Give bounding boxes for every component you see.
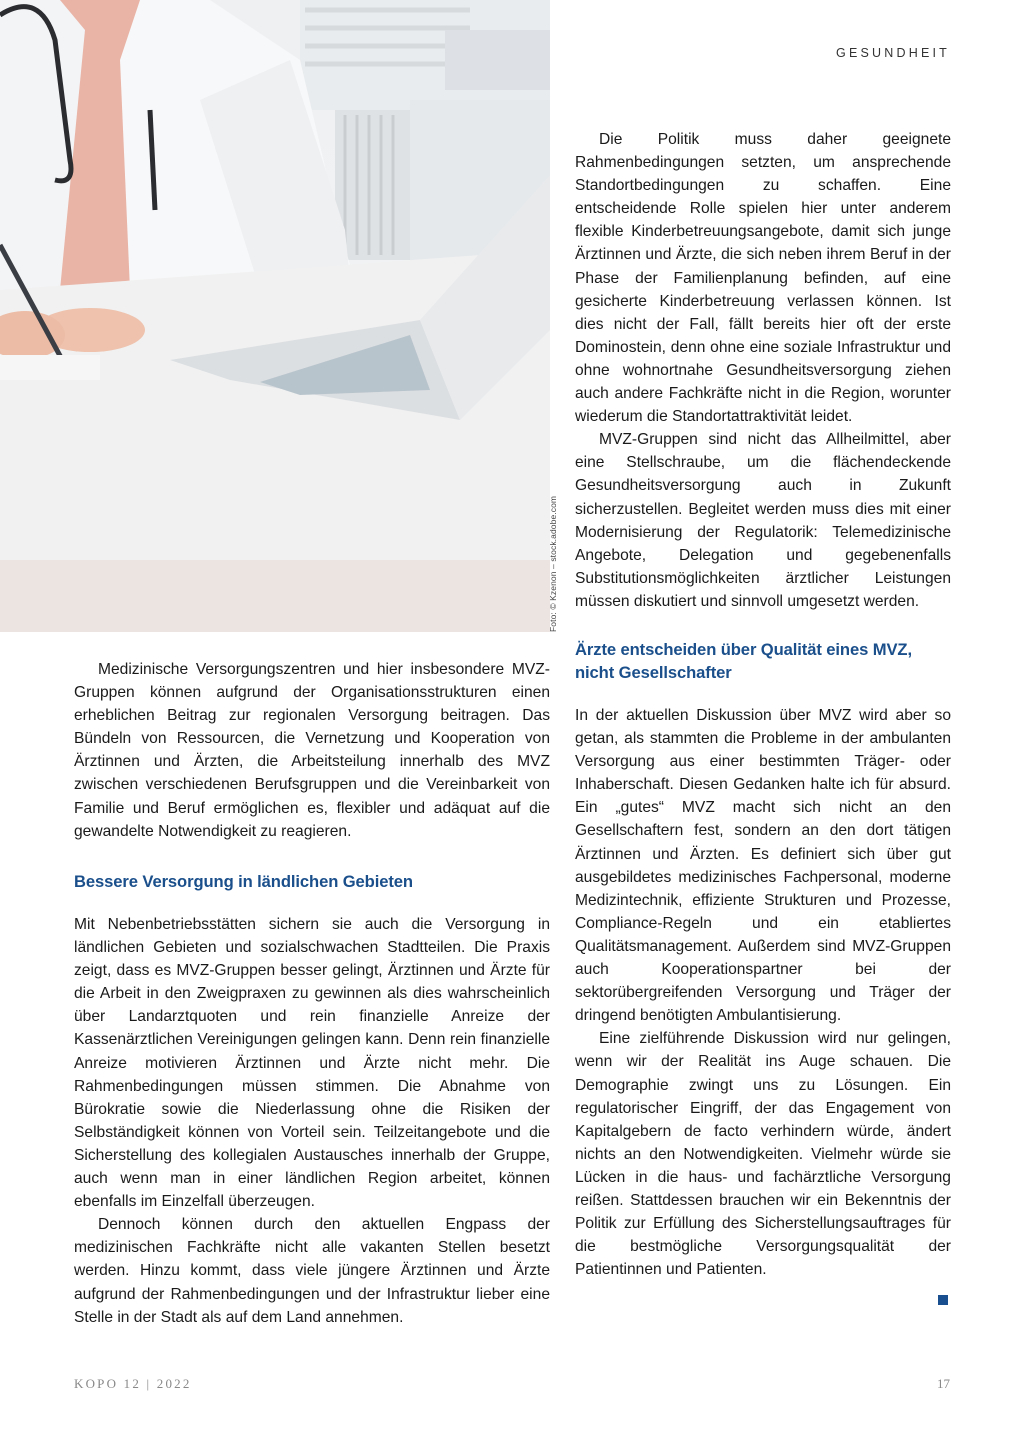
right-column-bottom — [575, 704, 951, 1281]
doctor-at-desk-illustration — [0, 0, 550, 632]
intro-paragraph: Medizinische Versorgungszentren und hier insbesondere MVZ-Gruppen können aufgrund der Organisationsstrukturen einen erheblichen Beitrag zur regionalen Versorgung beitragen. Das Bündeln von Ressourcen, die Vernetzung und Kooperation von Ärztinnen und Ärzten, die Arbeitsteilung innerhalb des MVZ zwischen verschiedenen Berufsgruppen und die Vereinbarkeit von Familie und Beruf ermöglichen es, flexibler und adäquat auf die gewandelte Notwendigkeit zu reagieren. — [74, 661, 550, 840]
section-label: GESUNDHEIT — [836, 46, 950, 60]
photo-credit: Foto: © Kzenon – stock.adobe.com — [548, 495, 558, 632]
section-heading-bessere-versorgung: Bessere Versorgung in ländlichen Gebieten — [74, 872, 413, 891]
right-column-top — [575, 128, 951, 613]
body-paragraph: In der aktuellen Diskussion über MVZ wird aber so getan, als stammten die Probleme in der ambulanten Versorgung aus einer bestimmten Träger- oder Inhaberschaft. Diesen Gedanken halte ich für absurd. Ein „gutes“ MVZ macht sich nicht an den Gesellschaftern fest, sondern an den dort tätigen Ärztinnen und Ärzten. Es definiert sich über gut ausgebildetes medizinisches Fachpersonal, moderne Medizintechnik, effiziente Strukturen und Prozesse, Compliance-Regeln und ein etabliertes Qualitätsmanagement. Außerdem sind MVZ-Gruppen auch Kooperationspartner bei der sektorübergreifenden Versorgung und Träger der dringend benötigten Ambulantisierung. — [575, 707, 951, 1025]
article-photo — [0, 0, 550, 632]
end-of-article-square-icon — [938, 1295, 948, 1305]
body-paragraph: Die Politik muss daher geeignete Rahmenbedingungen setzten, um ansprechende Standortbedingungen zu schaffen. Eine entscheidende Rolle spielen hier unter anderem flexible Kinderbetreuungsangebote, damit sich junge Ärztinnen und Ärzte, die sich neben ihrem Beruf in der Phase der Familienplanung befinden, auf eine gesicherte Kinderbetreuung verlassen können. Ist dies nicht der Fall, fällt bereits hier oft der erste Dominostein, denn ohne eine soziale Infrastruktur und ohne wohnortnahe Gesundheitsversorgung ziehen auch andere Fachkräfte nicht in die Region, worunter wiederum die Standortattraktivität leidet. — [575, 131, 951, 426]
left-column-body — [74, 913, 550, 1329]
left-column-intro — [74, 658, 550, 843]
footer-publication: KOPO 12 | 2022 — [74, 1376, 192, 1391]
body-paragraph: MVZ-Gruppen sind nicht das Allheilmittel, aber eine Stellschraube, um die flächendeckende Gesundheitsversorgung auch in Zukunft sicherzustellen. Begleitet werden muss dies mit einer Modernisierung der Regulatorik: Telemedizinische Angebote, Delegation und gegebenenfalls Substitutionsmöglichkeiten ärztlicher Leistungen müssen diskutiert und sinnvoll umgesetzt werden. — [575, 431, 951, 610]
body-paragraph: Mit Nebenbetriebsstätten sichern sie auch die Versorgung in ländlichen Gebieten und sozialschwachen Stadtteilen. Die Praxis zeigt, dass es MVZ-Gruppen besser gelingt, Ärztinnen und Ärzte für die Arbeit in den Zweigpraxen zu gewinnen als dies wahrscheinlich über Landarztquoten und rein finanzielle Anreize der Kassenärztlichen Vereinigungen gelingen kann. Denn rein finanzielle Anreize motivieren Ärztinnen und Ärzte nicht mehr. Die Rahmenbedingungen müssen stimmen. Die Abnahme von Bürokratie sowie die Niederlassung ohne die Risiken der Selbständigkeit können von Vorteil sein. Teilzeitangebote und die Sicherstellung des kollegialen Austausches innerhalb der Gruppe, auch wenn man in einer ländlichen Region arbeitet, können ebenfalls im Einzelfall überzeugen. — [74, 916, 550, 1211]
footer-page-number: 17 — [937, 1376, 950, 1391]
body-paragraph: Eine zielführende Diskussion wird nur gelingen, wenn wir der Realität ins Auge schauen. Die Demographie zwingt uns zu Lösungen. Ein regulatorischer Eingriff, der das Engagement von Kapitalgebern de facto verhindern würde, ändert nichts an den Notwendigkeiten. Vielmehr würde sie Lücken in die haus- und fachärztliche Versorgung reißen. Stattdessen brauchen wir ein Bekenntnis der Politik zur Erfüllung des Sicherstellungsauftrages für die bestmögliche Versorgungsqualität der Patientinnen und Patienten. — [575, 1030, 951, 1279]
body-paragraph: Dennoch können durch den aktuellen Engpass der medizinischen Fachkräfte nicht alle vakanten Stellen besetzt werden. Hinzu kommt, dass viele jüngere Ärztinnen und Ärzte aufgrund der Rahmenbedingungen und der Infrastruktur lieber eine Stelle in der Stadt als auf dem Land annehmen. — [74, 1216, 550, 1326]
section-heading-aerzte-entscheiden: Ärzte entscheiden über Qualität eines MVZ, nicht Gesellschafter — [575, 640, 912, 682]
